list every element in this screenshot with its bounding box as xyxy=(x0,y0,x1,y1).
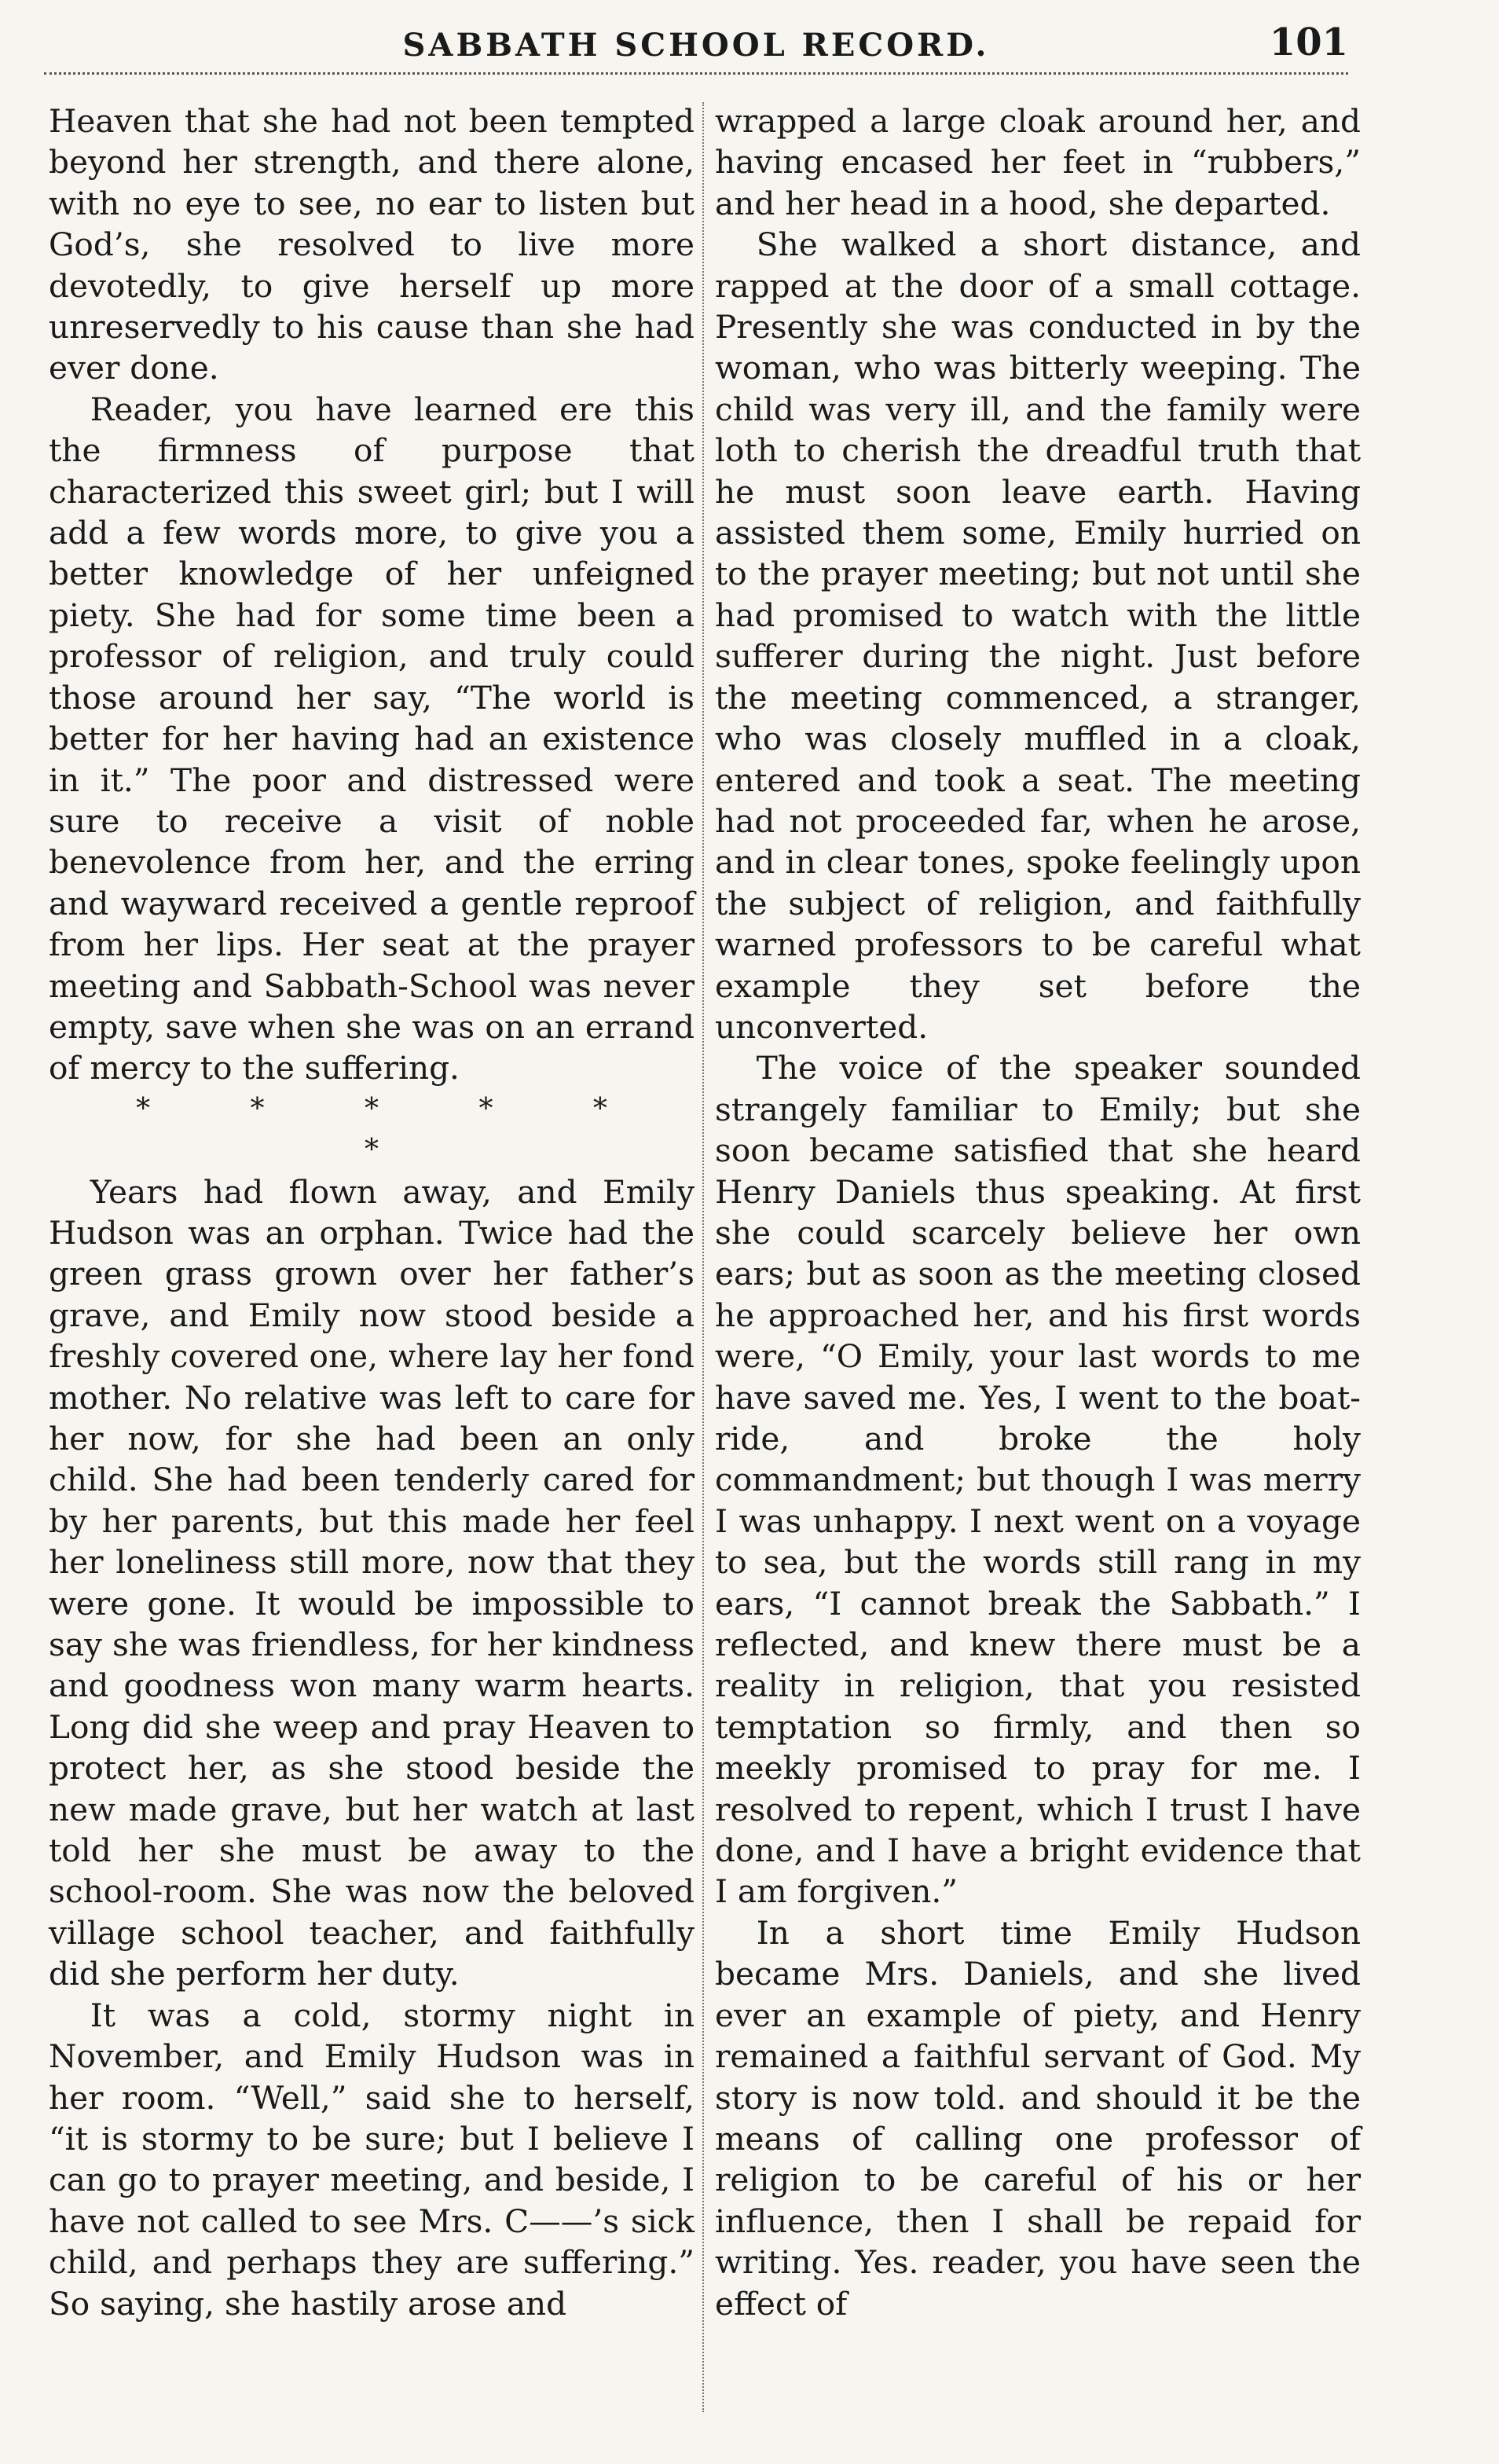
header-rule xyxy=(44,72,1348,75)
section-break-stars: * * * * * * xyxy=(136,1092,653,1167)
paragraph: wrapped a large cloak around her, and having encased her feet in “rubbers,” and her head in a hood, she departed. xyxy=(715,102,1361,222)
paragraph: She walked a short distance, and rapped at the door of a small cottage. Presently she was conducted in by the woman, who was bitterly weeping. The child was very ill, and the family were loth to cherish the dreadful truth that he must soon leave earth. Having assisted them some, Emily hurried on to the prayer meeting; but not until she had promised to watch with the little sufferer during the night. Just before the meeting commenced, a stranger, who was closely muffled in a cloak, entered and took a seat. The meeting had not proceeded far, when he arose, and in clear tones, spoke feelingly upon the subject of religion, and faithfully warned professors to be careful what example they set before the unconverted. xyxy=(715,226,1361,1046)
running-title: SABBATH SCHOOL RECORD. xyxy=(402,27,990,64)
paragraph: It was a cold, stormy night in November, and Emily Hudson was in her room. “Well,” said she to herself, “it is stormy to be sure; but I believe I can go to prayer meeting, and beside, I have not called to see Mrs. C——’s sick child, and perhaps they are suffering.” So saying, she hastily arose and xyxy=(49,1996,695,2323)
paragraph: Heaven that she had not been tempted beyond her strength, and there alone, with no eye to see, no ear to listen but God’s, she resolved to live more devotedly, to give herself up more unreservedly to his cause than she had ever done. xyxy=(49,102,695,387)
paragraph: Reader, you have learned ere this the firmness of purpose that characterized this sweet girl; but I will add a few words more, to give you a better knowledge of her unfeigned piety. She had for some time been a professor of religion, and truly could those around her say, “The world is better for her having had an existence in it.” The poor and distressed were sure to receive a visit of noble benevolence from her, and the erring and wayward received a gentle reproof from her lips. Her seat at the prayer meeting and Sabbath-School was never empty, save when she was on an errand of mercy to the suffering. xyxy=(49,390,695,1087)
paragraph: The voice of the speaker sounded strangely familiar to Emily; but she soon became satisfied that she heard Henry Daniels thus speaking. At first she could scarcely believe her own ears; but as soon as the meeting closed he approached her, and his first words were, “O Emily, your last words to me have saved me. Yes, I went to the boat-ride, and broke the holy commandment; but though I was merry I was unhappy. I next went on a voyage to sea, but the words still rang in my ears, “I cannot break the Sabbath.” I reflected, and knew there must be a reality in religion, that you resisted temptation so firmly, and then so meekly promised to pray for me. I resolved to repent, which I trust I have done, and I have a bright evidence that I am forgiven.” xyxy=(715,1049,1361,1911)
paragraph: In a short time Emily Hudson became Mrs. Daniels, and she lived ever an example of piety, and Henry remained a faithful servant of God. My story is now told. and should it be the means of calling one professor of religion to be careful of his or her influence, then I shall be repaid for writing. Yes. reader, you have seen the effect of xyxy=(715,1913,1361,2323)
right-column xyxy=(715,101,1361,2324)
column-divider xyxy=(702,102,704,2412)
left-column xyxy=(49,101,695,2324)
paragraph: Years had flown away, and Emily Hudson was an orphan. Twice had the green grass grown over her father’s grave, and Emily now stood beside a freshly covered one, where lay her fond mother. No relative was left to care for her now, for she had been an only child. She had been tenderly cared for by her parents, but this made her feel her loneliness still more, now that they were gone. It would be impossible to say she was friendless, for her kindness and goodness won many warm hearts. Long did she weep and pray Heaven to protect her, as she stood beside the new made grave, but her watch at last told her she must be away to the school-room. She was now the beloved village school teacher, and faithfully did she perform her duty. xyxy=(49,1172,695,1993)
page-number: 101 xyxy=(1269,20,1348,64)
page-header xyxy=(44,20,1348,83)
